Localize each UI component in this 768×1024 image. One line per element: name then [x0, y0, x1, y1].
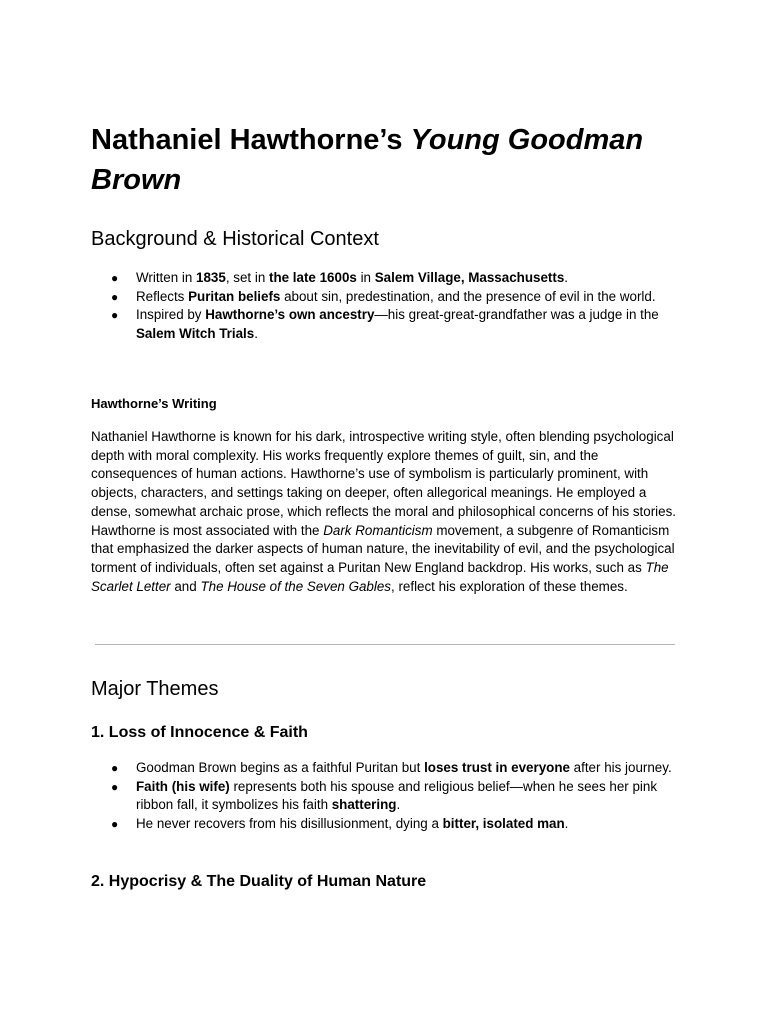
text-run: .: [396, 797, 401, 813]
text-run: Reflects: [136, 288, 189, 304]
text-run: movement, a subgenre of Romanticism that emphasized the darker aspects of human nature, the inevitability of evil, and the psychological torment of individuals, often set against a Puritan New England backdrop. His works, such as: [91, 522, 675, 575]
section-divider: [95, 644, 675, 645]
bullet-icon: ●: [111, 271, 119, 285]
italic-text: Dark Romanticism: [323, 522, 433, 538]
list-item: [91, 759, 677, 778]
writing-paragraph: [91, 428, 679, 596]
text-run: , reflect his exploration of these themes.: [391, 578, 628, 594]
list-item: [91, 306, 677, 343]
text-run: and: [170, 578, 201, 594]
text-run: .: [564, 815, 569, 831]
writing-heading: Hawthorne’s Writing: [91, 396, 217, 411]
text-run: Nathaniel Hawthorne is known for his dark, introspective writing style, often blending psychological depth with moral complexity. His works frequently explore themes of guilt, sin, and the consequences of human actions. Hawthorne’s use of symbolism is particularly prominent, with objects, characters, and settings taking on deeper, often allegorical meanings. He employed a dense, somewhat archaic prose, which reflects the moral and philosophical concerns of his stories. Hawthorne is most associated with the: [91, 429, 677, 538]
bold-text: Faith (his wife): [136, 778, 230, 794]
text-run: , set in: [225, 270, 269, 285]
background-heading: Background & Historical Context: [91, 228, 379, 250]
text-run: after his journey.: [569, 760, 672, 775]
title-prefix: Nathaniel Hawthorne’s: [91, 124, 411, 156]
list-item: [91, 288, 677, 307]
bold-text: Puritan beliefs: [188, 288, 281, 304]
text-run: represents both his spouse and religious belief—when he sees her pink ribbon fall, it symbolizes his faith: [136, 778, 658, 813]
bold-text: bitter, isolated man: [442, 815, 565, 831]
bullet-icon: ●: [111, 289, 119, 304]
bullet-icon: ●: [111, 816, 119, 831]
list-item: [91, 815, 677, 834]
list-item: [91, 778, 677, 815]
bullet-icon: ●: [111, 308, 119, 323]
text-run: —his great-great-grandfather was a judge in the: [374, 307, 659, 323]
title-italic-work: Young Goodman Brown: [91, 124, 644, 196]
theme-1-bullet-list: [91, 759, 677, 833]
italic-text: The House of the Seven Gables: [200, 578, 391, 594]
list-item: [91, 269, 677, 288]
bullet-icon: ●: [111, 779, 119, 794]
text-run: about sin, predestination, and the presence of evil in the world.: [280, 288, 656, 304]
text-run: He never recovers from his disillusionment, dying a: [136, 815, 443, 831]
text-run: .: [254, 325, 258, 341]
theme-1-heading: 1. Loss of Innocence & Faith: [91, 724, 308, 741]
theme-2-heading: 2. Hypocrisy & The Duality of Human Nature: [91, 873, 427, 890]
text-run: Goodman Brown begins as a faithful Puritan but: [136, 760, 425, 775]
italic-text: The Scarlet Letter: [91, 559, 669, 594]
bold-text: loses trust in everyone: [424, 760, 570, 775]
bold-text: Salem Witch Trials: [136, 325, 255, 341]
bold-text: Salem Village, Massachusetts: [374, 270, 565, 285]
text-run: in: [356, 270, 375, 285]
bold-text: the late 1600s: [269, 270, 357, 285]
background-bullet-list: [91, 269, 677, 343]
document-title: [91, 120, 677, 200]
bold-text: 1835: [196, 270, 226, 285]
bold-text: Hawthorne’s own ancestry: [205, 307, 375, 323]
bullet-icon: ●: [111, 761, 119, 775]
major-themes-heading: Major Themes: [91, 678, 219, 700]
bold-text: shattering: [331, 797, 397, 813]
text-run: .: [564, 270, 569, 285]
text-run: Inspired by: [136, 307, 206, 323]
text-run: Written in: [136, 270, 197, 285]
